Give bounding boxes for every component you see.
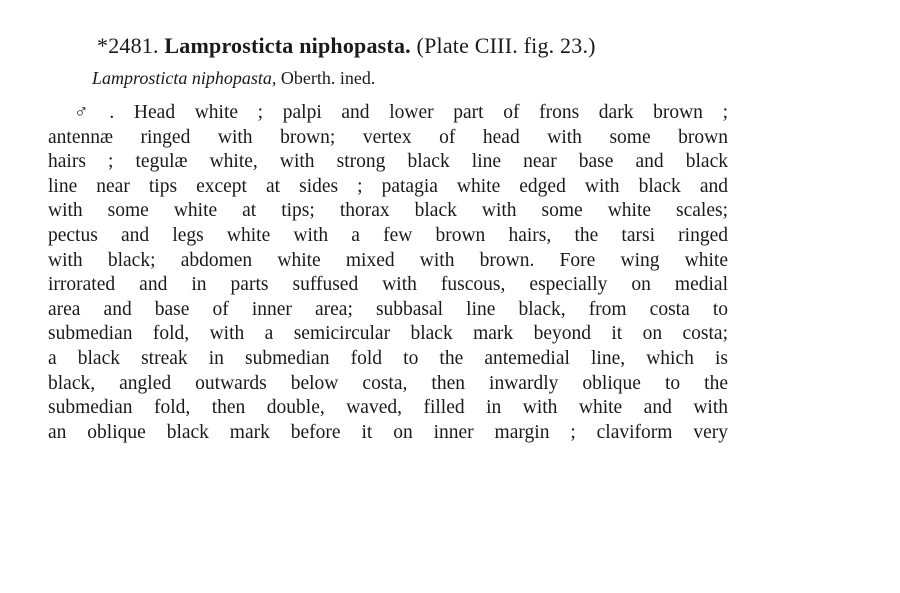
description-line: irrorated and in parts suffused with fuscous, especially on medial [48,274,728,296]
species-name: Lamprosticta niphopasta. [164,33,411,58]
entry-number: *2481. [97,33,159,58]
description-line: a black streak in submedian fold to the antemedial line, which is [48,347,728,369]
description-line: line near tips except at sides ; patagia white edged with black and [48,175,728,197]
description-paragraph [48,101,728,445]
synonym-authority: Oberth. ined. [280,68,376,88]
description-line: pectus and legs white with a few brown hairs, the tarsi ringed [48,224,728,246]
entry-heading [97,33,596,59]
synonym-line [92,68,375,89]
description-line: black, angled outwards below costa, then inwardly oblique to the [48,372,728,394]
description-line: submedian fold, then double, waved, filled in with white and with [48,397,728,419]
description-line: antennæ ringed with brown; vertex of head with some brown [48,126,728,148]
plate-reference: (Plate CIII. fig. 23.) [416,33,596,58]
description-line: ♂ . Head white ; palpi and lower part of frons dark brown ; [74,102,728,123]
description-line: submedian fold, with a semicircular black mark beyond it on costa; [48,323,728,345]
description-line: with black; abdomen white mixed with brown. Fore wing white [48,249,728,271]
description-line: an oblique black mark before it on inner margin ; claviform very [48,421,728,443]
male-symbol-icon: ♂ [74,102,104,123]
description-line: with some white at tips; thorax black with some white scales; [48,200,728,222]
synonym-name: Lamprosticta niphopasta, [92,68,277,88]
description-line: hairs ; tegulæ white, with strong black line near base and black [48,151,728,173]
description-line: area and base of inner area; subbasal line black, from costa to [48,298,728,320]
